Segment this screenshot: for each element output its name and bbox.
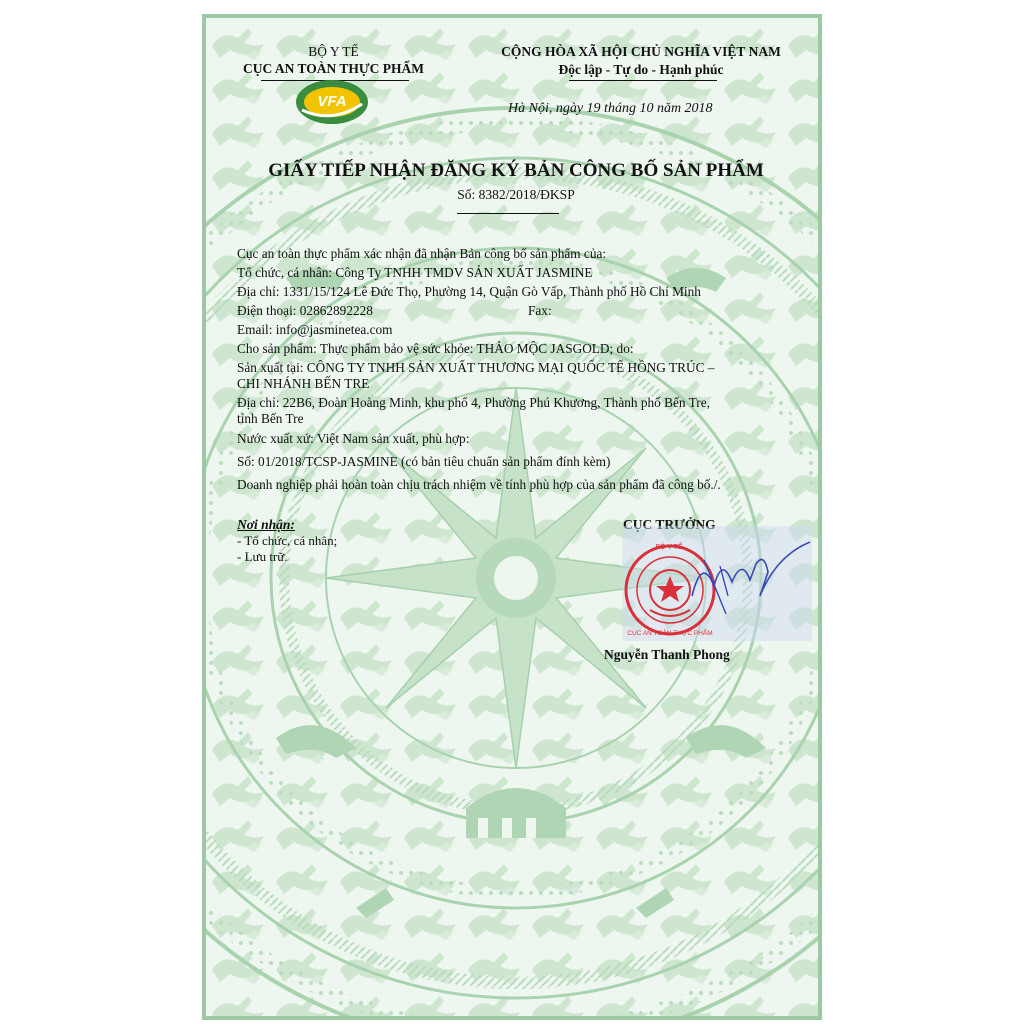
ministry-name: BỘ Y TẾ <box>308 44 359 59</box>
email-line: Email: info@jasminetea.com <box>237 322 393 337</box>
recipient-item: - Lưu trữ. <box>237 549 288 564</box>
responsibility-line: Doanh nghiệp phải hoàn toàn chịu trách nhiệm về tính phù hợp của sản phẩm đã công bố./. <box>237 477 721 492</box>
signatory-role: CỤC TRƯỞNG <box>623 517 716 532</box>
recipients-heading: Nơi nhận: <box>237 517 295 532</box>
national-motto: Độc lập - Tự do - Hạnh phúc <box>558 62 724 77</box>
title-underline <box>457 213 559 214</box>
recipient-item: - Tổ chức, cá nhân; <box>237 533 338 548</box>
agency-name: CỤC AN TOÀN THỰC PHẨM <box>242 61 424 76</box>
manufacturer-line-1: Sản xuất tại: CÔNG TY TNHH SẢN XUẤT THƯƠNG MẠI QUỐC TẾ HỒNG TRÚC – <box>237 360 715 375</box>
product-line: Cho sản phẩm: Thực phẩm bảo vệ sức khỏe: THẢO MỘC JASGOLD; do: <box>237 341 634 356</box>
fax-line: Fax: <box>528 303 552 318</box>
republic-name: CỘNG HÒA XÃ HỘI CHỦ NGHĨA VIỆT NAM <box>501 44 781 59</box>
organization-line: Tổ chức, cá nhân: Công Ty TNHH TMDV SẢN XUẤT JASMINE <box>237 265 593 280</box>
manufacturer-address-line-2: tỉnh Bến Tre <box>237 411 304 426</box>
signatory-name: Nguyễn Thanh Phong <box>604 647 730 662</box>
stamp-ring-text: CỤC AN TOÀN THỰC PHẨM <box>627 630 713 637</box>
vfa-logo-text: VFA <box>317 93 347 110</box>
issue-date: Hà Nội, ngày 19 tháng 10 năm 2018 <box>508 101 713 116</box>
phone-line: Điện thoại: 02862892228 <box>237 303 373 318</box>
standard-line: Số: 01/2018/TCSP-JASMINE (có bản tiêu chuẩn sản phẩm đính kèm) <box>237 454 611 469</box>
address-line: Địa chỉ: 1331/15/124 Lê Đức Thọ, Phường 14, Quận Gò Vấp, Thành phố Hồ Chí Minh <box>237 284 701 299</box>
document-number: Số: 8382/2018/ĐKSP <box>457 187 575 202</box>
origin-line: Nước xuất xứ: Việt Nam sản xuất, phù hợp: <box>237 431 470 446</box>
stamp-top-text: BỘ Y TẾ <box>655 544 683 551</box>
manufacturer-line-2: CHI NHÁNH BẾN TRE <box>237 376 370 391</box>
intro-line: Cục an toàn thực phẩm xác nhận đã nhận Bản công bố sản phẩm của: <box>237 246 607 261</box>
manufacturer-address-line-1: Địa chỉ: 22B6, Đoàn Hoàng Minh, khu phố 4, Phường Phú Khương, Thành phố Bến Tre, <box>237 395 710 410</box>
document-title: GIẤY TIẾP NHẬN ĐĂNG KÝ BẢN CÔNG BỐ SẢN PHẨM <box>268 160 764 181</box>
certificate-document <box>202 14 822 1020</box>
motto-underline <box>569 80 717 81</box>
